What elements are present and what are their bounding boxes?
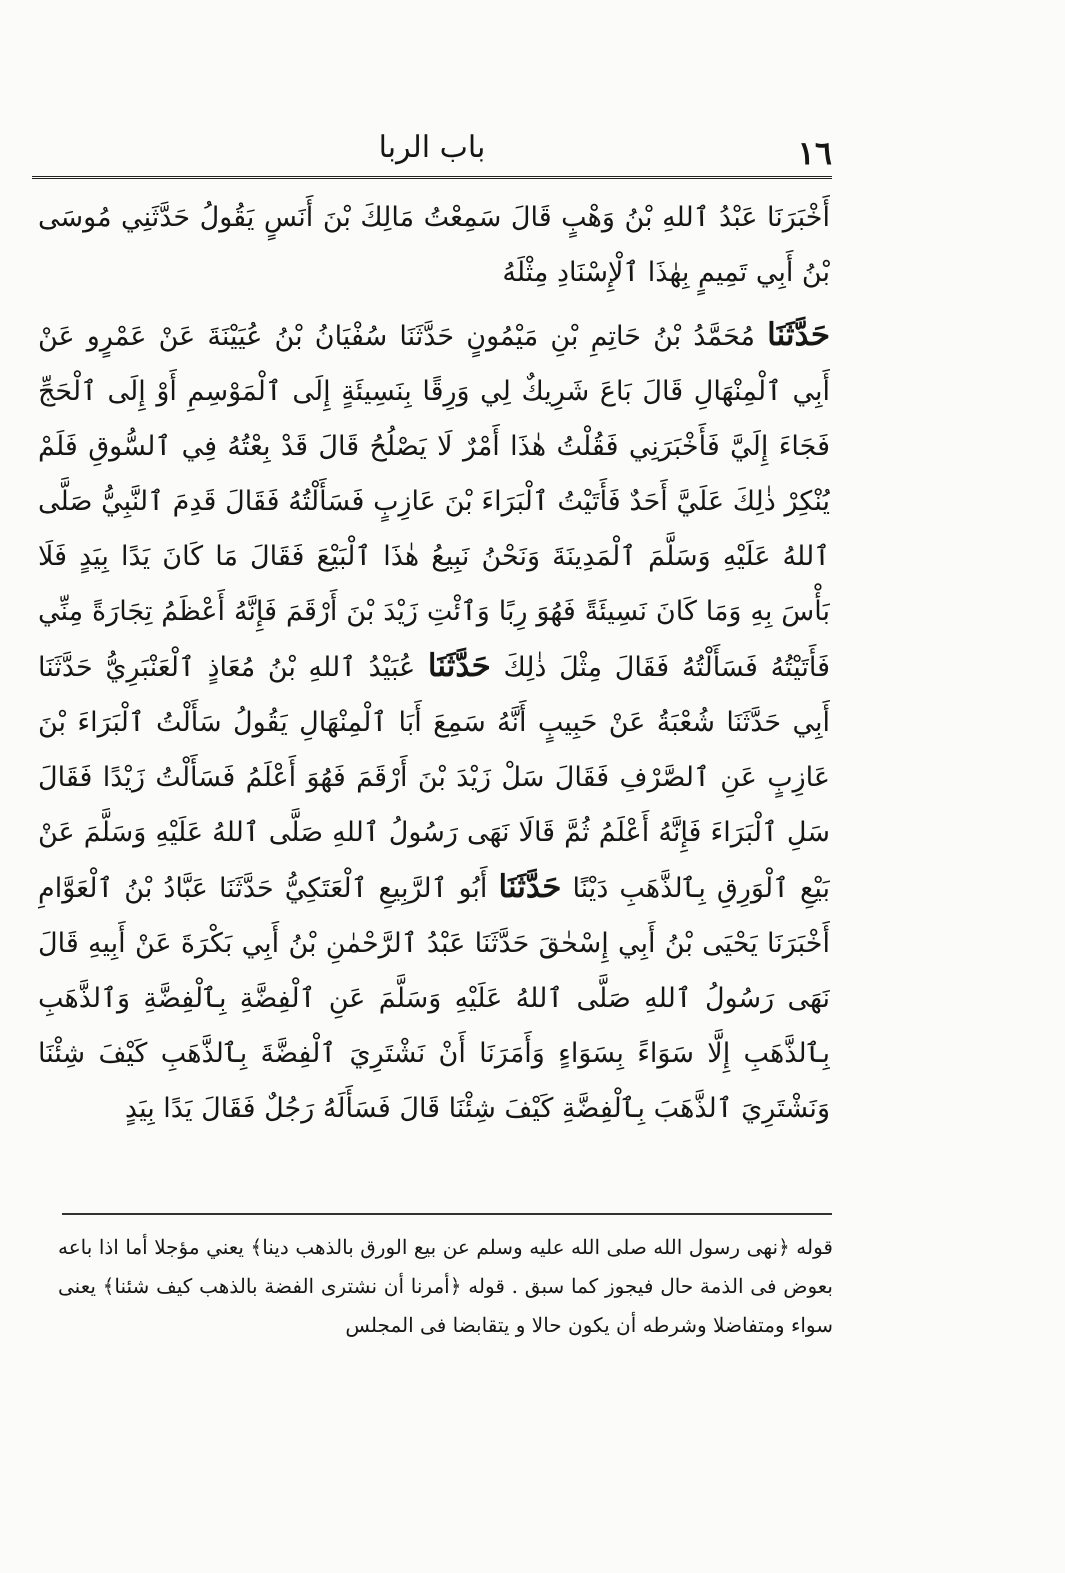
hadith3-text: أَبُو ٱلرَّبِيعِ ٱلْعَتَكِيُّ حَدَّثَنَا عَبَّادُ بْنُ ٱلْعَوَّامِ أَخْبَرَنَا يَحْيَى بْنُ أَبِي إِسْحٰقَ حَدَّثَنَا عَبْدُ ٱلرَّحْمٰنِ بْنُ أَبِي بَكْرَةَ عَنْ أَبِيهِ قَالَ نَهَى رَسُولُ ٱللهِ صَلَّى ٱللهُ عَلَيْهِ وَسَلَّمَ عَنِ ٱلْفِضَّةِ بِٱلْفِضَّةِ وَٱلذَّهَبِ بِٱلذَّهَبِ إِلَّا سَوَاءً بِسَوَاءٍ وَأَمَرَنَا أَنْ نَشْتَرِيَ ٱلْفِضَّةَ بِٱلذَّهَبِ كَيْفَ شِئْنَا وَنَشْتَرِيَ ٱلذَّهَبَ بِٱلْفِضَّةِ كَيْفَ شِئْنَا قَالَ فَسَأَلَهُ رَجُلٌ فَقَالَ يَدًا بِيَدٍ [38, 873, 830, 1124]
page-header [32, 118, 832, 178]
hadith1-text: مُحَمَّدُ بْنُ حَاتِمِ بْنِ مَيْمُونٍ حَدَّثَنَا سُفْيَانُ بْنُ عُيَيْنَةَ عَنْ عَمْرٍو عَنْ أَبِي ٱلْمِنْهَالِ قَالَ بَاعَ شَرِيكٌ لِي وَرِقًا بِنَسِيئَةٍ إِلَى ٱلْمَوْسِمِ أَوْ إِلَى ٱلْحَجِّ فَجَاءَ إِلَيَّ فَأَخْبَرَنِي فَقُلْتُ هٰذَا أَمْرٌ لَا يَصْلُحُ قَالَ قَدْ بِعْتُهُ فِي ٱلسُّوقِ فَلَمْ يُنْكِرْ ذٰلِكَ عَلَيَّ أَحَدٌ فَأَتَيْتُ ٱلْبَرَاءَ بْنَ عَازِبٍ فَسَأَلْتُهُ فَقَالَ قَدِمَ ٱلنَّبِيُّ صَلَّى ٱللهُ عَلَيْهِ وَسَلَّمَ ٱلْمَدِينَةَ وَنَحْنُ نَبِيعُ هٰذَا ٱلْبَيْعَ فَقَالَ مَا كَانَ يَدًا بِيَدٍ فَلَا بَأْسَ بِهِ وَمَا كَانَ نَسِيئَةً فَهُوَ رِبًا وَٱئْتِ زَيْدَ بْنَ أَرْقَمَ فَإِنَّهُ أَعْظَمُ تِجَارَةً مِنِّي فَأَتَيْتُهُ فَسَأَلْتُهُ فَقَالَ مِثْلَ ذٰلِكَ [38, 321, 830, 683]
page-number: ١٦ [797, 134, 832, 172]
header-divider [32, 176, 832, 179]
opening-text: أَخْبَرَنَا عَبْدُ ٱللهِ بْنُ وَهْبٍ قَالَ سَمِعْتُ مَالِكَ بْنَ أَنَسٍ يَقُولُ حَدَّثَنِي مُوسَى بْنُ أَبِي تَمِيمٍ بِهٰذَا ٱلْإِسْنَادِ مِثْلَهُ [38, 202, 830, 288]
footnote [58, 1228, 833, 1378]
footnote-divider [62, 1213, 832, 1215]
hadith-paragraph [38, 308, 830, 1136]
hadith2-term: حَدَّثَنَا [427, 648, 491, 684]
opening-paragraph [38, 190, 830, 300]
hadith1-term: حَدَّثَنَا [767, 317, 830, 353]
footnote-text: قوله ﴿نهى رسول الله صلى الله عليه وسلم عن بيع الورق بالذهب دينا﴾ يعني مؤجلا أما اذا باعه بعوض فى الذمة حال فيجوز كما سبق . قوله ﴿أمرنا أن نشترى الفضة بالذهب كيف شئنا﴾ يعنى سواء ومتفاضلا وشرطه أن يكون حالا و يتقابضا فى المجلس [58, 1235, 833, 1337]
hadith2-text: عُبَيْدُ ٱللهِ بْنُ مُعَاذٍ ٱلْعَنْبَرِيُّ حَدَّثَنَا أَبِي حَدَّثَنَا شُعْبَةُ عَنْ حَبِيبٍ أَنَّهُ سَمِعَ أَبَا ٱلْمِنْهَالِ يَقُولُ سَأَلْتُ ٱلْبَرَاءَ بْنَ عَازِبٍ عَنِ ٱلصَّرْفِ فَقَالَ سَلْ زَيْدَ بْنَ أَرْقَمَ فَهُوَ أَعْلَمُ فَسَأَلْتُ زَيْدًا فَقَالَ سَلِ ٱلْبَرَاءَ فَإِنَّهُ أَعْلَمُ ثُمَّ قَالَا نَهَى رَسُولُ ٱللهِ صَلَّى ٱللهُ عَلَيْهِ وَسَلَّمَ عَنْ بَيْعِ ٱلْوَرِقِ بِٱلذَّهَبِ دَيْنًا [38, 652, 830, 904]
hadith3-term: حَدَّثَنَا [498, 869, 562, 905]
chapter-title: باب الربا [378, 130, 486, 165]
main-text [38, 190, 830, 1200]
